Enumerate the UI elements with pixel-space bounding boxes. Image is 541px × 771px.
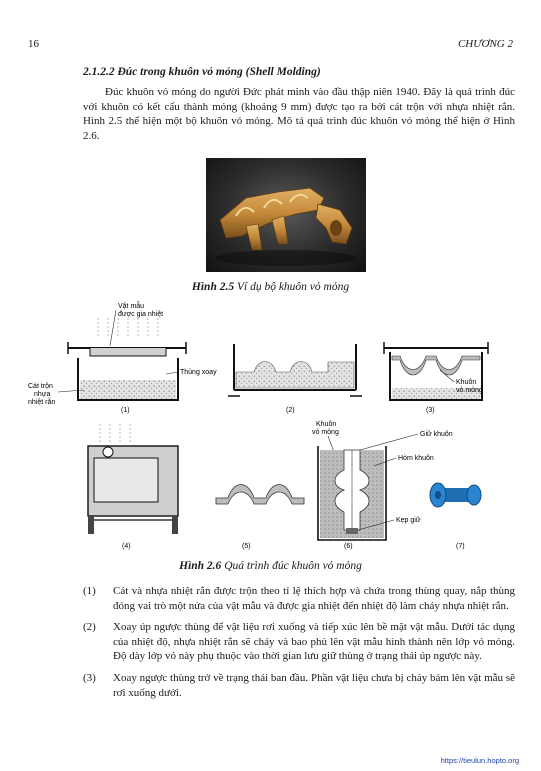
- step-1-number: (1): [121, 407, 130, 414]
- list-item: [83, 671, 515, 700]
- list-item-text: Xoay ngược thùng trở về trạng thái ban đầu. Phần vật liệu chưa bị cháy bám lên vật mẫu sẽ rơi xuống dưới.: [113, 671, 515, 699]
- chapter-header: CHƯƠNG 2: [457, 38, 513, 50]
- figure-2-5-label: Hình 2.5: [191, 281, 235, 293]
- step-4-number: (4): [122, 543, 131, 550]
- shell-mold-photo: [206, 158, 366, 272]
- section-title: 2.1.2.2 Đúc trong khuôn vỏ mỏng (Shell Molding): [83, 66, 321, 78]
- step-5-diagram: [216, 485, 304, 551]
- intro-paragraph: [83, 85, 515, 143]
- figure-2-6-label: Hình 2.6: [179, 560, 222, 572]
- label-shell-mold-2: vỏ mỏng: [456, 387, 483, 394]
- label-heated-pattern-1: Vật mẫu: [118, 303, 145, 310]
- label-clamp: Kẹp giữ: [396, 517, 421, 524]
- label-rotating-bin: Thùng xoay: [180, 369, 217, 376]
- list-item-text: Cát và nhựa nhiệt rắn được trộn theo tỉ lệ thích hợp và chứa trong thùng quay, nắp thùng đóng vai trò một nửa của vật mẫu và được gia nhiệt đến nhiệt độ làm cháy nhựa nhiệt rắn.: [113, 585, 515, 612]
- step-6-number: (6): [344, 543, 353, 550]
- footer-url[interactable]: https://tieulun.hopto.org: [440, 756, 519, 765]
- shell-molding-process-diagram: [28, 300, 508, 558]
- step-4-diagram: [88, 424, 178, 550]
- label-sand-resin-2: nhựa: [34, 391, 51, 398]
- label-heated-pattern-2: được gia nhiệt: [118, 311, 164, 318]
- label-shell-mold-top-1: Khuôn: [316, 421, 337, 428]
- intro-paragraph-text: Đúc khuôn vỏ mỏng do người Đức phát minh vào đầu thập niên 1940. Đây là quá trình đúc với khuôn có kết cấu thành mỏng (khoảng 9 mm) được tạo ra bởi cát trộn với nhựa nhiệt rắn. Hình 2.5 thể hiện một bộ khuôn vỏ mỏng. Mô tả quá trình đúc khuôn vỏ mỏng thể hiện ở Hình 2.6.: [83, 86, 515, 142]
- figure-2-6-text: Quá trình đúc khuôn vỏ mỏng: [224, 560, 362, 572]
- label-flask: Hòm khuôn: [398, 455, 434, 462]
- list-item-text: Xoay úp ngược thùng để vật liệu rơi xuống và tiếp xúc lên bề mặt vật mẫu. Dưới tác dụng của nhiệt độ, nhựa nhiệt rắn sẽ cháy và bao phủ lên vật mẫu hình thành nên lớp vỏ mỏng. Độ dày lớp vỏ này phụ thuộc vào thời gian lưu giữ thùng ở trạng thái úp ngược này.: [113, 621, 515, 663]
- label-mold-holder: Giữ khuôn: [420, 431, 453, 438]
- list-item: [83, 584, 515, 613]
- label-shell-mold-1: Khuôn: [456, 379, 477, 386]
- step-3-number: (3): [426, 407, 435, 414]
- label-sand-resin-3: nhiệt rắn: [28, 399, 56, 406]
- label-shell-mold-top-2: vỏ mỏng: [312, 429, 339, 436]
- step-6-diagram: [312, 421, 453, 550]
- step-2-number: (2): [286, 407, 295, 414]
- process-steps-list: [83, 584, 515, 707]
- list-item-number: (1): [83, 585, 96, 597]
- figure-2-5-caption: [0, 281, 541, 293]
- page-number: 16: [28, 38, 39, 50]
- figure-2-5-text: Ví dụ bộ khuôn vỏ mỏng: [236, 281, 350, 293]
- figure-2-6-caption: [0, 560, 541, 572]
- list-item-number: (3): [83, 671, 96, 684]
- step-2-diagram: [228, 344, 362, 414]
- step-5-number: (5): [242, 543, 251, 550]
- step-7-number: (7): [456, 543, 465, 550]
- list-item: [83, 620, 515, 664]
- label-sand-resin-1: Cát trộn: [28, 383, 53, 390]
- step-7-diagram: [430, 483, 481, 550]
- list-item-number: (2): [83, 621, 96, 634]
- step-3-diagram: [384, 342, 488, 414]
- step-1-diagram: [28, 301, 217, 414]
